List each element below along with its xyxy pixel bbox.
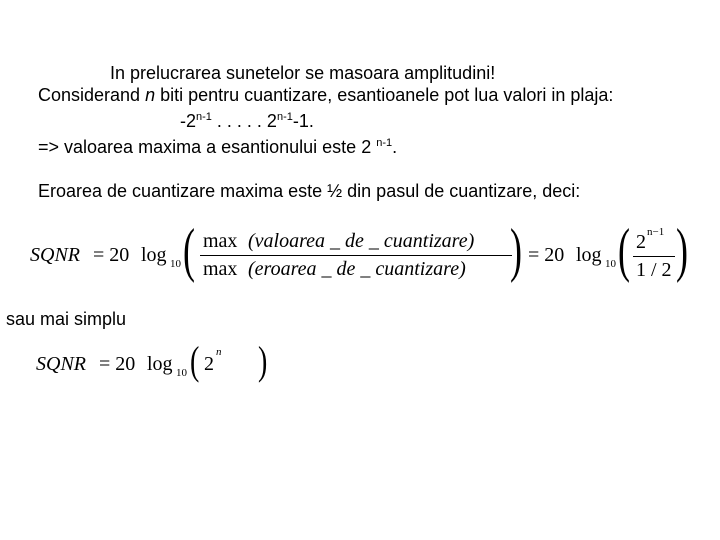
power-base: 2 bbox=[636, 231, 646, 253]
var-n: n bbox=[145, 85, 156, 105]
intro-line bbox=[110, 62, 495, 84]
simpler-text: sau mai simplu bbox=[6, 309, 127, 329]
max-value-exp: n-1 bbox=[376, 137, 393, 149]
log-base: 10 bbox=[170, 258, 181, 270]
left-paren: ( bbox=[183, 217, 195, 283]
log-text-2: log bbox=[147, 353, 173, 375]
error-line bbox=[38, 180, 580, 202]
considerand-line bbox=[38, 84, 613, 106]
considerand-text-b: biti pentru cuantizare, esantioanele pot lua valori in plaja: bbox=[155, 85, 614, 105]
power-exp: n−1 bbox=[647, 226, 665, 238]
max-value-line bbox=[38, 132, 397, 158]
denominator-arg: (eroarea _ de _ cuantizare) bbox=[248, 258, 466, 280]
log-base-b: 10 bbox=[605, 258, 616, 270]
range-min-exp: n-1 bbox=[196, 111, 212, 123]
log-text-b: log bbox=[576, 244, 602, 266]
right-paren-2: ) bbox=[258, 338, 268, 383]
max-value-text: => valoarea maxima a esantionului este 2 bbox=[38, 137, 377, 157]
simple-power-base: 2 bbox=[204, 353, 214, 375]
denominator-max: max bbox=[203, 258, 238, 280]
range-line bbox=[180, 106, 314, 132]
eq-20-b: = 20 bbox=[528, 244, 565, 266]
right-paren-b: ) bbox=[676, 217, 688, 283]
considerand-text-a: Considerand bbox=[38, 85, 146, 105]
simpler-line bbox=[6, 308, 126, 330]
range-max-tail: -1. bbox=[292, 111, 314, 131]
left-paren-b: ( bbox=[618, 217, 630, 283]
half-denominator: 1 / 2 bbox=[636, 259, 672, 281]
numerator-max: max bbox=[203, 230, 238, 252]
range-min: -2 bbox=[180, 111, 197, 131]
max-value-period: . bbox=[392, 137, 398, 157]
numerator-arg: (valoarea _ de _ cuantizare) bbox=[248, 230, 475, 252]
error-text: Eroarea de cuantizare maxima este ½ din pasul de cuantizare, deci: bbox=[38, 181, 581, 201]
right-paren: ) bbox=[510, 217, 522, 283]
range-dots: . . . . . 2 bbox=[211, 111, 277, 131]
log-base-2: 10 bbox=[176, 367, 187, 379]
sqnr-label-2: SQNR bbox=[36, 353, 86, 375]
intro-text: In prelucrarea sunetelor se masoara amplitudini! bbox=[110, 63, 496, 83]
left-paren-2: ( bbox=[190, 338, 200, 383]
eq-20-2: = 20 bbox=[99, 353, 136, 375]
simple-power-exp: n bbox=[216, 346, 222, 358]
log-text: log bbox=[141, 244, 167, 266]
eq-20: = 20 bbox=[93, 244, 130, 266]
sqnr-label: SQNR bbox=[30, 244, 80, 266]
fraction-bar bbox=[200, 255, 512, 256]
range-max-exp: n-1 bbox=[276, 111, 293, 123]
fraction-bar-b bbox=[633, 256, 675, 257]
